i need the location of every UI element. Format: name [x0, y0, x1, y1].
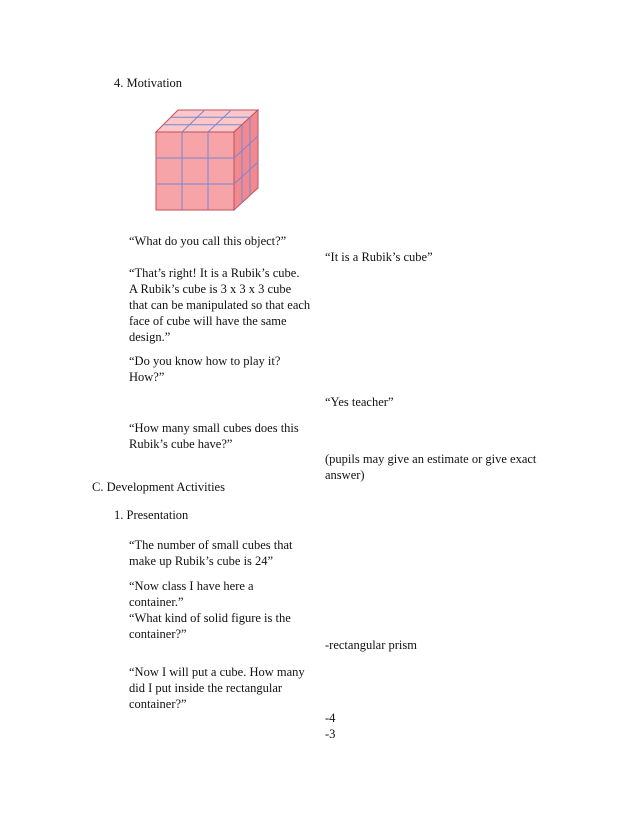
pupil-estimate-line: answer)	[325, 468, 365, 482]
teacher-count-line: “How many small cubes does this	[129, 421, 299, 435]
teacher-play-line: How?”	[129, 370, 165, 384]
rubiks-cube-image	[150, 104, 265, 214]
teacher-count-line: Rubik’s cube have?”	[129, 437, 233, 451]
teacher-put-line: did I put inside the rectangular	[129, 681, 283, 695]
teacher-question-object: “What do you call this object?”	[129, 234, 287, 248]
teacher-cubes-line: make up Rubik’s cube is 24”	[129, 554, 274, 568]
pupil-answer-prism: -rectangular prism	[325, 638, 417, 652]
teacher-container-line: container?”	[129, 627, 187, 641]
teacher-play-line: “Do you know how to play it?	[129, 354, 281, 368]
motivation-heading: 4. Motivation	[114, 76, 183, 90]
development-heading: C. Development Activities	[92, 480, 225, 494]
teacher-explanation-line: design.”	[129, 330, 171, 344]
pupil-estimate-line: (pupils may give an estimate or give exact	[325, 452, 537, 466]
teacher-cubes-line: “The number of small cubes that	[129, 538, 293, 552]
teacher-put-line: container?”	[129, 697, 187, 711]
pupil-number-answer: -3	[325, 727, 336, 741]
pupil-answer-yes: “Yes teacher”	[325, 395, 394, 409]
teacher-container-line: container.”	[129, 595, 184, 609]
teacher-explanation-line: that can be manipulated so that each	[129, 298, 311, 312]
teacher-container-line: “What kind of solid figure is the	[129, 611, 291, 625]
teacher-put-line: “Now I will put a cube. How many	[129, 665, 305, 679]
teacher-container-line: “Now class I have here a	[129, 579, 254, 593]
pupil-answer-rubiks: “It is a Rubik’s cube”	[325, 250, 433, 264]
pupil-number-answer: -4	[325, 711, 336, 725]
teacher-explanation-line: “That’s right! It is a Rubik’s cube.	[129, 266, 300, 280]
presentation-heading: 1. Presentation	[114, 508, 189, 522]
teacher-explanation-line: face of cube will have the same	[129, 314, 287, 328]
teacher-explanation-line: A Rubik’s cube is 3 x 3 x 3 cube	[129, 282, 292, 296]
